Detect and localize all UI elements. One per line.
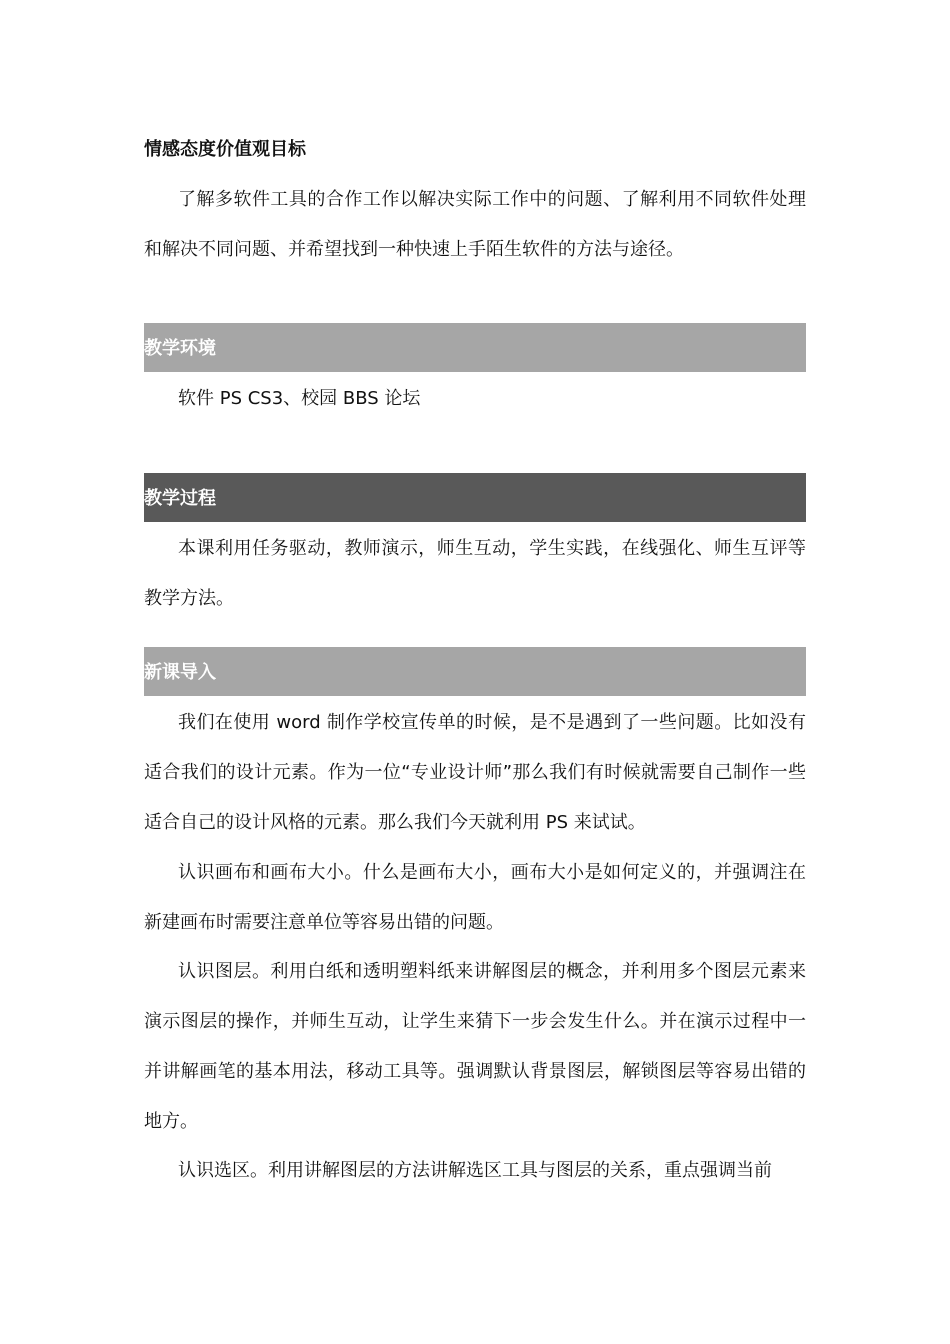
intro-heading: 新课导入	[144, 662, 216, 683]
intro-paragraph-4: 认识选区。利用讲解图层的方法讲解选区工具与图层的关系，重点强调当前	[178, 1160, 772, 1181]
process-paragraph: 本课利用任务驱动，教师演示，师生互动，学生实践，在线强化、师生互评等教学方法。	[144, 538, 806, 609]
process-heading: 教学过程	[144, 488, 216, 509]
intro-paragraph-3: 认识图层。利用白纸和透明塑料纸来讲解图层的概念，并利用多个图层元素来演示图层的操作，并师生互动，让学生来猜下一步会发生什么。并在演示过程中一并讲解画笔的基本用法，移动工具等。强调默认背景图层，解锁图层等容易出错的地方。	[144, 961, 806, 1132]
env-paragraph: 软件 PS CS3、校园 BBS 论坛	[178, 388, 421, 409]
env-heading-bar	[144, 323, 806, 372]
intro-paragraph-2: 认识画布和画布大小。什么是画布大小，画布大小是如何定义的，并强调注在新建画布时需要注意单位等容易出错的问题。	[144, 862, 806, 933]
process-heading-bar	[144, 473, 806, 522]
intro-paragraph-1: 我们在使用 word 制作学校宣传单的时候，是不是遇到了一些问题。比如没有适合我们的设计元素。作为一位“专业设计师”那么我们有时候就需要自己制作一些适合自己的设计风格的元素。那么我们今天就利用 PS 来试试。	[144, 712, 806, 833]
goal-heading: 情感态度价值观目标	[144, 139, 306, 160]
env-heading: 教学环境	[144, 338, 216, 359]
goal-paragraph: 了解多软件工具的合作工作以解决实际工作中的问题、了解利用不同软件处理和解决不同问题、并希望找到一种快速上手陌生软件的方法与途径。	[144, 189, 806, 260]
intro-heading-bar	[144, 647, 806, 696]
